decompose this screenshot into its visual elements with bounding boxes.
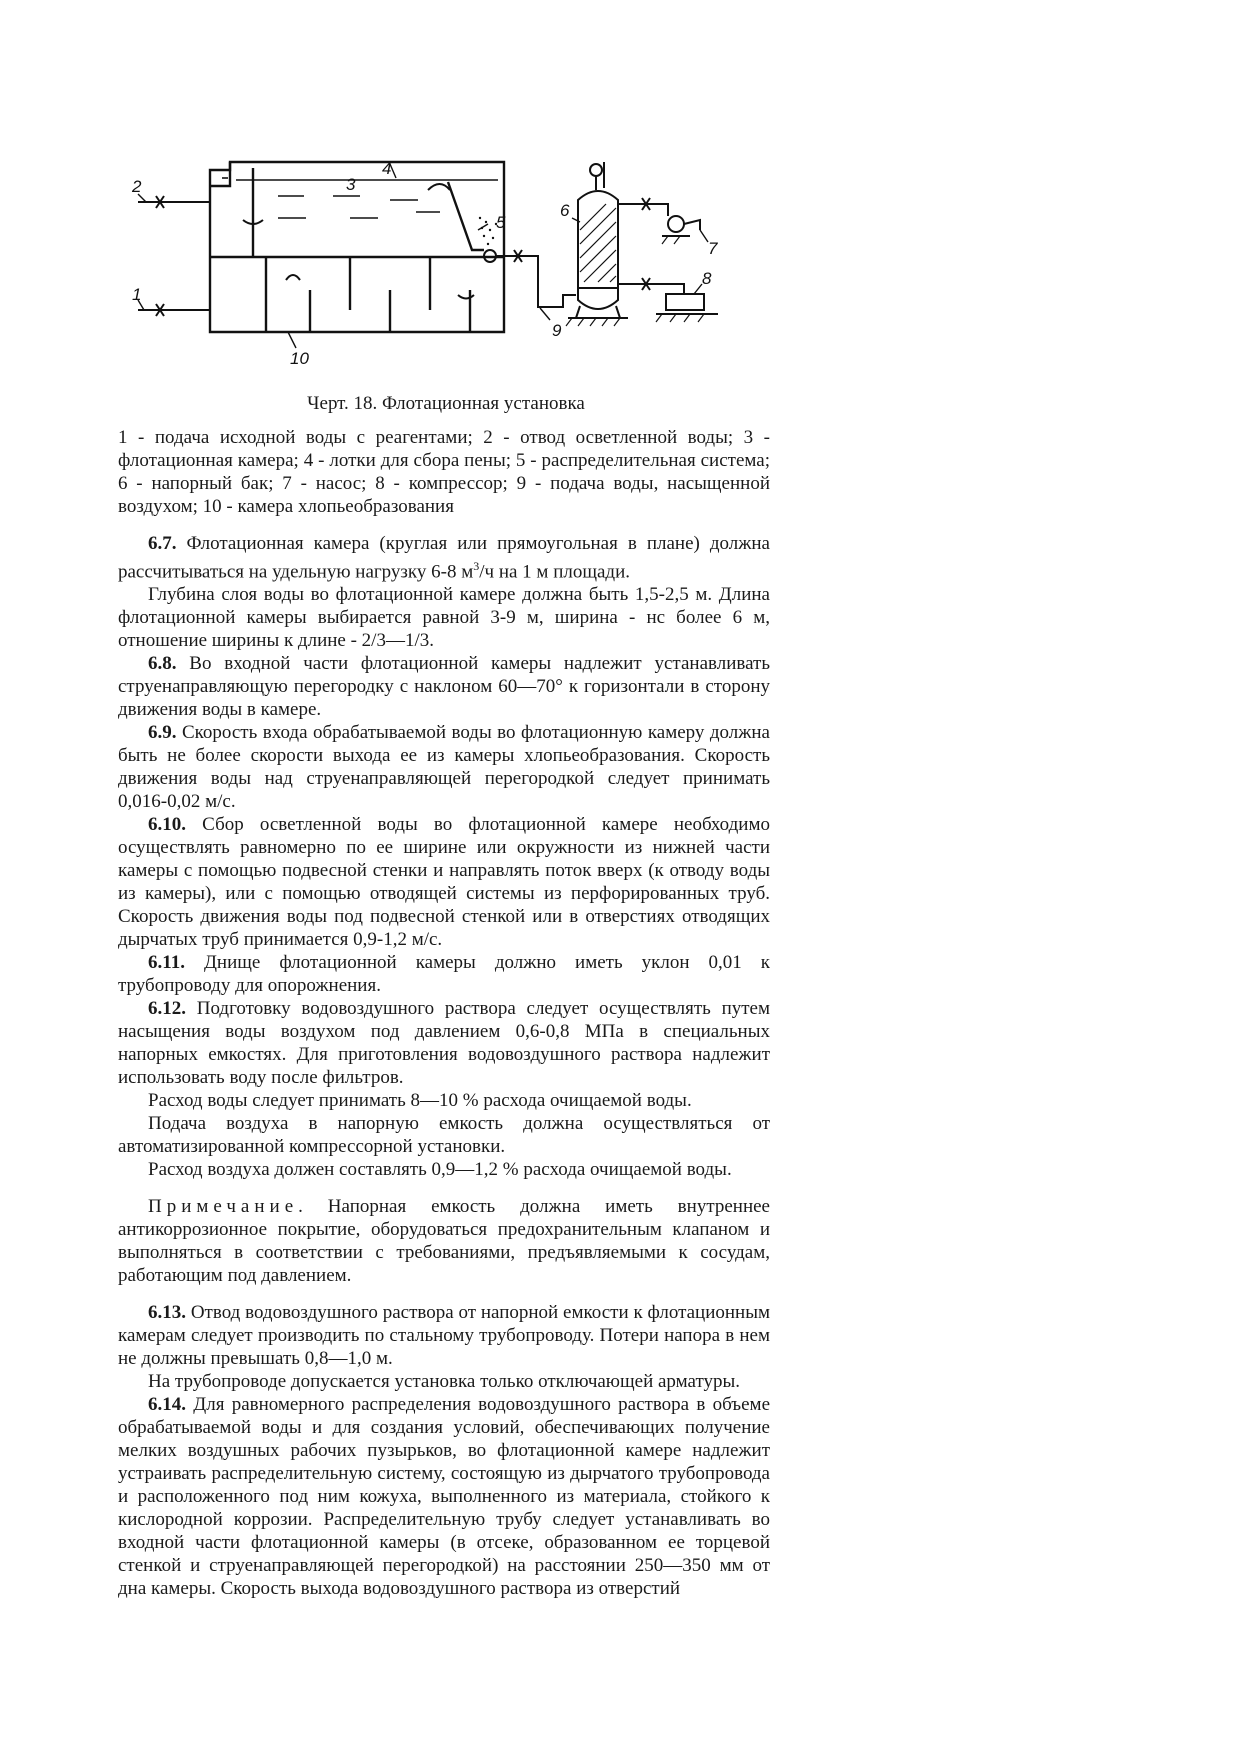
clause-text: Скорость входа обрабатываемой воды во флотационную камеру должна быть не более скорости выхода ее из камеры хлопьеобразования. Скорость движения воды над струенаправляющей перегородкой следует принимать 0,016-0,02 м/с. bbox=[118, 722, 770, 813]
note-text: . Напорная емкость должна иметь внутреннее антикоррозионное покрытие, оборудоваться предохранительным клапаном и выполняться в соответствии с требованиями, предъявляемыми к сосудам, работающим под давлением. bbox=[118, 1196, 770, 1287]
paragraph-6-14 bbox=[118, 1393, 770, 1600]
clause-number: 6.13. bbox=[148, 1302, 186, 1324]
note-label: Примечание bbox=[148, 1196, 299, 1218]
label-9: 9 bbox=[552, 321, 562, 340]
label-5: 5 bbox=[496, 213, 506, 232]
compressor bbox=[666, 294, 704, 310]
clause-number: 6.9. bbox=[148, 722, 177, 744]
paragraph-6-11 bbox=[118, 951, 770, 997]
label-3: 3 bbox=[346, 175, 356, 194]
label-10: 10 bbox=[290, 349, 309, 368]
clause-text: Подготовку водовоздушного раствора следует осуществлять путем насыщения воды воздухом под давлением 0,6-0,8 МПа в специальных напорных емкостях. Для приготовления водовоздушного раствора надлежит использовать воду после фильтров. bbox=[118, 998, 770, 1089]
paragraph-fittings: На трубопроводе допускается установка только отключающей арматуры. bbox=[148, 1371, 741, 1393]
figure-caption: Черт. 18. Флотационная установка bbox=[307, 393, 585, 414]
paragraph-depth: Глубина слоя воды во флотационной камере должна быть 1,5-2,5 м. Длина флотационной камеры выбирается равной 3-9 м, ширина - нс более 6 м, отношение ширины к длине - 2/3—1/3. bbox=[118, 584, 770, 652]
clause-text: Во входной части флотационной камеры надлежит устанавливать струенаправляющую перегородку с наклоном 60—70° к горизонтали в сторону движения воды в камере. bbox=[118, 653, 770, 721]
pump bbox=[668, 216, 684, 232]
figure-legend: 1 - подача исходной воды с реагентами; 2 - отвод осветленной воды; 3 - флотационная камера; 4 - лотки для сбора пены; 5 - распределительная система; 6 - напорный бак; 7 - насос; 8 - компрессор; 9 - подача воды, насыщенной воздухом; 10 - камера хлопьеобразования bbox=[118, 427, 770, 517]
paragraph-water-rate: Расход воды следует принимать 8—10 % расхода очищаемой воды. bbox=[148, 1090, 692, 1112]
superscript: 3 bbox=[473, 559, 480, 573]
flotation-unit-diagram bbox=[128, 160, 768, 375]
paragraph-6-9 bbox=[118, 721, 770, 813]
paragraph-6-12 bbox=[118, 997, 770, 1089]
label-2: 2 bbox=[132, 177, 142, 196]
label-8: 8 bbox=[702, 269, 712, 288]
clause-text: Флотационная камера (круглая или прямоугольная в плане) должна рассчитываться на удельную нагрузку 6-8 м bbox=[118, 533, 770, 583]
clause-text: Для равномерного распределения водовоздушного раствора в объеме обрабатываемой воды и для создания условий, обеспечивающих получение мелких воздушных рабочих пузырьков, во флотационной камере надлежит устраивать распределительную систему, состоящую из дырчатого трубопровода и расположенного под ним кожуха, выполненного из материала, стойкого к кислородной коррозии. Распределительную трубу следует устанавливать во входной части флотационной камеры (в отсеке, образованном ее торцевой стенкой и струенаправляющей перегородкой) на расстоянии 250—350 мм от дна камеры. Скорость выхода водовоздушного раствора из отверстий bbox=[118, 1394, 770, 1600]
body-text bbox=[118, 426, 770, 1600]
pressure-tank bbox=[578, 191, 618, 309]
clause-text: /ч на 1 м площади. bbox=[479, 561, 631, 583]
clause-number: 6.7. bbox=[148, 533, 177, 554]
label-7: 7 bbox=[708, 239, 718, 258]
clause-text: Сбор осветленной воды во флотационной камере необходимо осуществлять равномерно по ее ширине или окружности из нижней части камеры с помощью подвесной стенки и направлять поток вверх (к отводу воды из камеры), или с помощью отводящей системы из перфорированных труб. Скорость движения воды под подвесной стенкой или в отверстиях отводящих дырчатых труб принимается 0,9-1,2 м/с. bbox=[118, 814, 770, 951]
paragraph-air-rate: Расход воздуха должен составлять 0,9—1,2 % расхода очищаемой воды. bbox=[148, 1159, 732, 1181]
clause-number: 6.14. bbox=[148, 1394, 186, 1416]
label-6: 6 bbox=[560, 201, 570, 220]
paragraph-6-10 bbox=[118, 813, 770, 951]
note-paragraph bbox=[118, 1195, 770, 1287]
paragraph-6-8 bbox=[118, 652, 770, 721]
label-4: 4 bbox=[382, 160, 392, 178]
clause-number: 6.11. bbox=[148, 952, 185, 974]
clause-text: Днище флотационной камеры должно иметь уклон 0,01 к трубопроводу для опорожнения. bbox=[118, 952, 770, 997]
clause-number: 6.10. bbox=[148, 814, 186, 836]
paragraph-6-13 bbox=[118, 1301, 770, 1370]
clause-number: 6.12. bbox=[148, 998, 186, 1020]
clause-number: 6.8. bbox=[148, 653, 177, 675]
clause-text: Отвод водовоздушного раствора от напорной емкости к флотационным камерам следует производить по стальному трубопроводу. Потери напора в нем не должны превышать 0,8—1,0 м. bbox=[118, 1302, 770, 1370]
label-1: 1 bbox=[132, 285, 142, 304]
paragraph-6-7 bbox=[118, 532, 770, 583]
foam-trough-left bbox=[210, 162, 230, 186]
paragraph-air-supply: Подача воздуха в напорную емкость должна осуществляться от автоматизированной компрессорной установки. bbox=[118, 1113, 770, 1158]
